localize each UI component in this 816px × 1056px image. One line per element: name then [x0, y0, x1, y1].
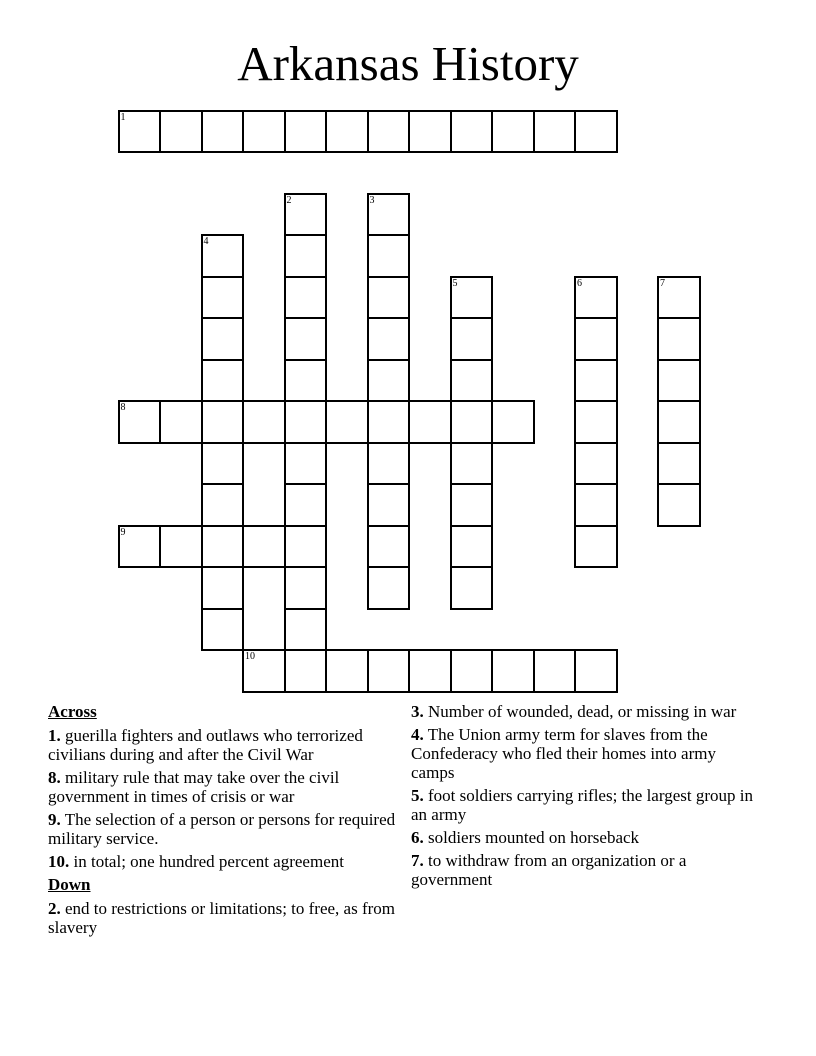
grid-cell[interactable]	[284, 400, 328, 444]
clue-down-5	[411, 786, 763, 824]
grid-cell[interactable]	[533, 110, 577, 154]
clue-down-7	[411, 851, 763, 889]
grid-cell[interactable]	[367, 442, 411, 486]
grid-cell[interactable]	[284, 276, 328, 320]
clue-number-label: 2	[286, 194, 292, 206]
grid-cell[interactable]	[201, 234, 245, 278]
grid-cell[interactable]	[450, 566, 494, 610]
grid-cell[interactable]	[118, 110, 162, 154]
clue-number-label: 6	[577, 277, 582, 289]
clue-number-label: 10	[245, 651, 255, 662]
grid-cell[interactable]	[657, 442, 701, 486]
clue-across-8	[48, 768, 400, 806]
across-heading: Across	[48, 702, 97, 721]
clues-right-column	[411, 702, 763, 893]
clue-number-label: 9	[120, 526, 126, 538]
grid-cell[interactable]	[284, 483, 328, 527]
clue-number: 7.	[411, 851, 424, 870]
down-heading: Down	[48, 875, 91, 894]
grid-cell[interactable]	[367, 193, 411, 237]
grid-cell[interactable]	[242, 110, 286, 154]
grid-cell[interactable]	[325, 110, 369, 154]
clue-down-6	[411, 828, 763, 847]
grid-cell[interactable]	[657, 483, 701, 527]
grid-cell[interactable]	[284, 649, 328, 693]
grid-cell[interactable]	[408, 400, 452, 444]
clue-text: military rule that may take over the civil government in times of crisis or war	[48, 768, 340, 806]
grid-cell[interactable]	[533, 649, 577, 693]
clue-number: 5.	[411, 786, 424, 805]
grid-cell[interactable]	[284, 608, 328, 652]
grid-cell[interactable]	[574, 359, 618, 403]
clue-down-2	[48, 899, 400, 937]
clue-across-9	[48, 810, 400, 848]
grid-cell[interactable]	[284, 317, 328, 361]
clue-text: in total; one hundred percent agreement	[73, 852, 344, 871]
clue-text: foot soldiers carrying rifles; the largest group in an army	[411, 786, 753, 824]
grid-cell[interactable]	[657, 276, 701, 320]
grid-cell[interactable]	[450, 442, 494, 486]
clues-left-column	[48, 702, 400, 941]
grid-cell[interactable]	[201, 483, 245, 527]
clue-across-1	[48, 726, 400, 764]
grid-cell[interactable]	[574, 649, 618, 693]
clue-text: end to restrictions or limitations; to free, as from slavery	[48, 899, 396, 937]
grid-cell[interactable]	[159, 525, 203, 569]
grid-cell[interactable]	[450, 649, 494, 693]
clue-number: 1.	[48, 726, 61, 745]
clue-text: to withdraw from an organization or a government	[411, 851, 687, 889]
grid-cell[interactable]	[284, 110, 328, 154]
clue-number-label: 1	[120, 111, 126, 123]
clue-text: guerilla fighters and outlaws who terrorized civilians during and after the Civil War	[48, 726, 363, 764]
grid-cell[interactable]	[450, 110, 494, 154]
grid-cell[interactable]	[450, 400, 494, 444]
grid-cell[interactable]	[201, 400, 245, 444]
grid-cell[interactable]	[450, 317, 494, 361]
grid-cell[interactable]	[491, 649, 535, 693]
clue-text: The selection of a person or persons for required military service.	[48, 810, 396, 848]
clue-number: 8.	[48, 768, 61, 787]
grid-cell[interactable]	[574, 317, 618, 361]
grid-cell[interactable]	[201, 359, 245, 403]
grid-cell[interactable]	[450, 483, 494, 527]
grid-cell[interactable]	[450, 525, 494, 569]
clue-text: Number of wounded, dead, or missing in war	[428, 702, 737, 721]
grid-cell[interactable]	[367, 525, 411, 569]
grid-cell[interactable]	[201, 110, 245, 154]
grid-cell[interactable]	[159, 110, 203, 154]
grid-cell[interactable]	[284, 525, 328, 569]
grid-cell[interactable]	[657, 359, 701, 403]
grid-cell[interactable]	[118, 400, 162, 444]
clue-number-label: 5	[452, 277, 458, 289]
grid-cell[interactable]	[367, 234, 411, 278]
grid-cell[interactable]	[201, 276, 245, 320]
grid-cell[interactable]	[574, 110, 618, 154]
grid-cell[interactable]	[242, 649, 286, 693]
grid-cell[interactable]	[367, 566, 411, 610]
grid-cell[interactable]	[574, 525, 618, 569]
grid-cell[interactable]	[367, 649, 411, 693]
clue-number-label: 4	[203, 236, 209, 247]
grid-cell[interactable]	[201, 608, 245, 652]
clue-number: 10.	[48, 852, 70, 871]
grid-cell[interactable]	[201, 566, 245, 610]
grid-cell[interactable]	[367, 276, 411, 320]
grid-cell[interactable]	[367, 317, 411, 361]
grid-cell[interactable]	[284, 359, 328, 403]
grid-cell[interactable]	[450, 359, 494, 403]
grid-cell[interactable]	[367, 483, 411, 527]
grid-cell[interactable]	[201, 442, 245, 486]
clue-text: The Union army term for slaves from the Confederacy who fled their homes into army camps	[411, 725, 716, 782]
grid-cell[interactable]	[574, 276, 618, 320]
grid-cell[interactable]	[284, 193, 328, 237]
clue-number: 2.	[48, 899, 61, 918]
grid-cell[interactable]	[574, 483, 618, 527]
grid-cell[interactable]	[408, 110, 452, 154]
grid-cell[interactable]	[284, 442, 328, 486]
clue-down-4	[411, 725, 763, 782]
clue-number: 9.	[48, 810, 61, 829]
grid-cell[interactable]	[367, 359, 411, 403]
grid-cell[interactable]	[367, 110, 411, 154]
clue-text: soldiers mounted on horseback	[428, 828, 640, 847]
grid-cell[interactable]	[325, 400, 369, 444]
grid-cell[interactable]	[284, 566, 328, 610]
clue-number-label: 3	[369, 194, 375, 206]
grid-cell[interactable]	[284, 234, 328, 278]
clue-across-10	[48, 852, 400, 871]
grid-cell[interactable]	[118, 525, 162, 569]
puzzle-title: Arkansas History	[237, 36, 579, 91]
grid-cell[interactable]	[201, 525, 245, 569]
grid-cell[interactable]	[574, 442, 618, 486]
grid-cell[interactable]	[408, 649, 452, 693]
grid-cell[interactable]	[491, 400, 535, 444]
clue-number-label: 7	[660, 277, 665, 289]
grid-cell[interactable]	[491, 110, 535, 154]
grid-cell[interactable]	[450, 276, 494, 320]
grid-cell[interactable]	[657, 400, 701, 444]
grid-cell[interactable]	[367, 400, 411, 444]
clue-number: 4.	[411, 725, 424, 744]
grid-cell[interactable]	[242, 400, 286, 444]
grid-cell[interactable]	[325, 649, 369, 693]
clue-number-label: 8	[120, 402, 126, 413]
clue-number: 6.	[411, 828, 424, 847]
clue-number: 3.	[411, 702, 424, 721]
grid-cell[interactable]	[657, 317, 701, 361]
grid-cell[interactable]	[242, 525, 286, 569]
grid-cell[interactable]	[574, 400, 618, 444]
clue-down-3	[411, 702, 763, 721]
grid-cell[interactable]	[201, 317, 245, 361]
grid-cell[interactable]	[159, 400, 203, 444]
